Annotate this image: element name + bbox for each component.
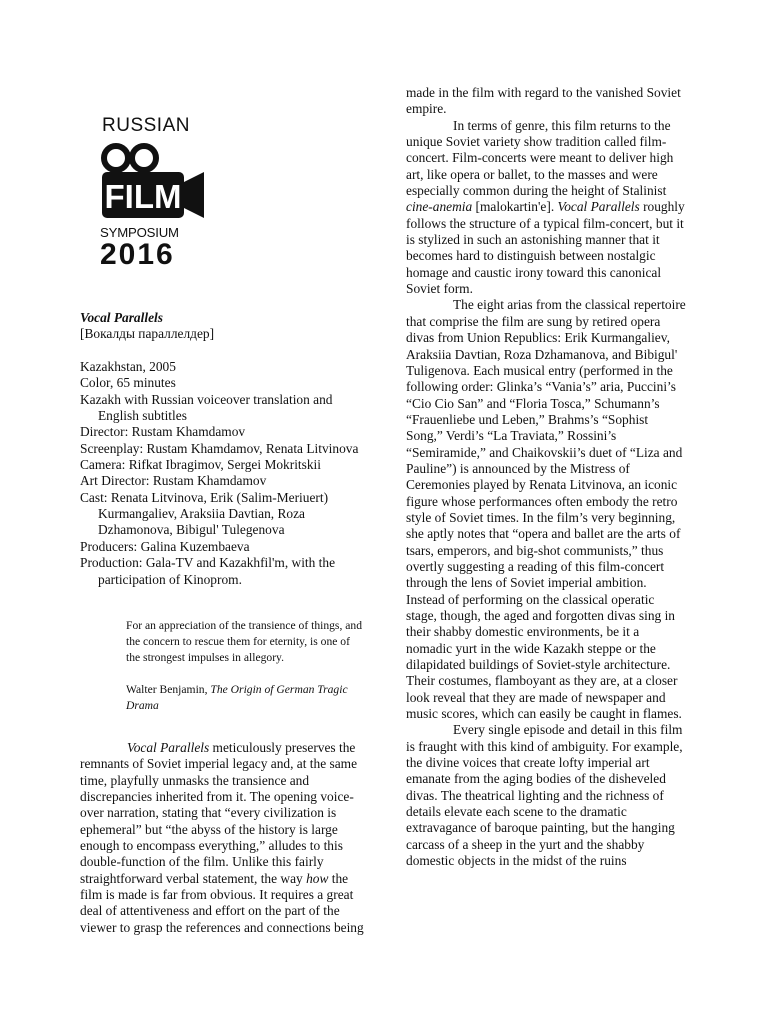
epigraph-quote: For an appreciation of the transience of things, and the concern to rescue them for eternity, is one of the strongest impulses in allegory. <box>126 618 362 664</box>
logo-word-film: FILM <box>104 178 182 215</box>
essay-paragraph-2: In terms of genre, this film returns to the unique Soviet variety show tradition called film-concert. Film-concerts were meant to deliver high art, like opera or ballet, to the masses and were especially common during the height of Stalinist cine-anemia [malokartin'e]. Vocal Parallels roughly follows the structure of a typical film-concert, but it is stylized in such an astonishing manner that it becomes hard to distinguish between nostalgic homage and caustic irony toward this canonical Soviet form. <box>406 117 685 297</box>
credit-line: Producers: Galina Kuzembaeva <box>80 538 250 554</box>
essay-paragraph-3: The eight arias from the classical repertoire that comprise the film are sung by retired opera divas from Union Republics: Erik Kurmangaliev, Araksiia Davtian, Roza Dzhamanova, and Bibigul' Tuligenova. Each musical entry (performed in the following order: Glinka’s “Vania’s” aria, Puccini’s “Cio Cio San” and “Floria Tosca,” Schumann’s “Frauenliebe und Leben,” Brahms’s “Sophist Song,” Verdi’s “La Traviata,” Rossini’s “Semiramide,” and Chaikovskii’s duet of “Liza and Pauline”) is announced by the Mistress of Ceremonies played by Renata Litvinova, an iconic figure whose performances often embody the retro style of Soviet times. In the film’s very beginning, she aptly notes that “opera and ballet are the arts of tsars, emperors, and big-shot communists,” thus overtly suggesting a reading of this film-concert through the lens of Soviet imperial ambition. Instead of performing on the classical operatic stage, though, the aged and forgotten divas sing in their shabby domestic environments, be it a nomadic yurt in the wide Kazakh steppe or the dilapidated buildings of Soviet-style architecture. Their costumes, flamboyant as they are, at a closer look reveal that they are made of newspaper and music scores, which can easily be caught in flames. <box>406 297 686 722</box>
right-column <box>406 85 686 870</box>
credit-line: Production: Gala-TV and Kazakhfil'm, with the participation of Kinoprom. <box>80 555 336 587</box>
left-column <box>80 310 366 936</box>
film-title: Vocal Parallels <box>80 310 163 325</box>
essay-paragraph-1: Vocal Parallels meticulously preserves the remnants of Soviet imperial legacy and, at the same time, playfully unmasks the transience and discrepancies inherited from it. The opening voice-over narration, stating that “every civilization is ephemeral” but “the abyss of the history is large enough to encompass everything,” alludes to this double-function of the film. Unlike this fairly straightforward verbal statement, the way how the film is made is far from obvious. It requires a great deal of attentiveness and effort on the part of the viewer to grasp the references and connections being <box>80 739 364 935</box>
credit-line: Color, 65 minutes <box>80 375 176 391</box>
logo-word-russian: RUSSIAN <box>102 115 190 136</box>
credit-line: Kazakh with Russian voiceover translation and English subtitles <box>80 391 333 424</box>
credit-line: Director: Rustam Khamdamov <box>80 424 246 440</box>
credit-line: Kazakhstan, 2005 <box>80 359 176 375</box>
logo-year: 2016 <box>100 238 175 271</box>
credit-line: Cast: Renata Litvinova, Erik (Salim-Meriuert) Kurmangaliev, Araksiia Davtian, Roza Dzhamonova, Bibigul' Tulegenova <box>80 489 329 538</box>
essay-paragraph-1-continued: made in the film with regard to the vanished Soviet empire. <box>406 85 681 117</box>
symposium-logo <box>100 116 208 270</box>
film-camera-icon <box>100 142 206 224</box>
epigraph-attribution: Walter Benjamin, The Origin of German Tragic Drama <box>126 682 348 712</box>
credit-line: Screenplay: Rustam Khamdamov, Renata Litvinova <box>80 440 359 456</box>
film-original-title: [Вокалды параллелдер] <box>80 326 215 342</box>
logo-word-symposium: SYMPOSIUM <box>100 225 179 240</box>
essay-paragraph-4: Every single episode and detail in this film is fraught with this kind of ambiguity. For example, the divine voices that create lofty imperial art emanate from the aging bodies of the disheveled divas. The theatrical lighting and the richness of details elevate each scene to the dramatic extravagance of baroque painting, but the hanging carcass of a sheep in the yurt and the shabby domestic objects in the midst of the ruins <box>406 722 683 869</box>
credit-line: Art Director: Rustam Khamdamov <box>80 473 267 489</box>
credit-line: Camera: Rifkat Ibragimov, Sergei Mokritskii <box>80 457 321 473</box>
